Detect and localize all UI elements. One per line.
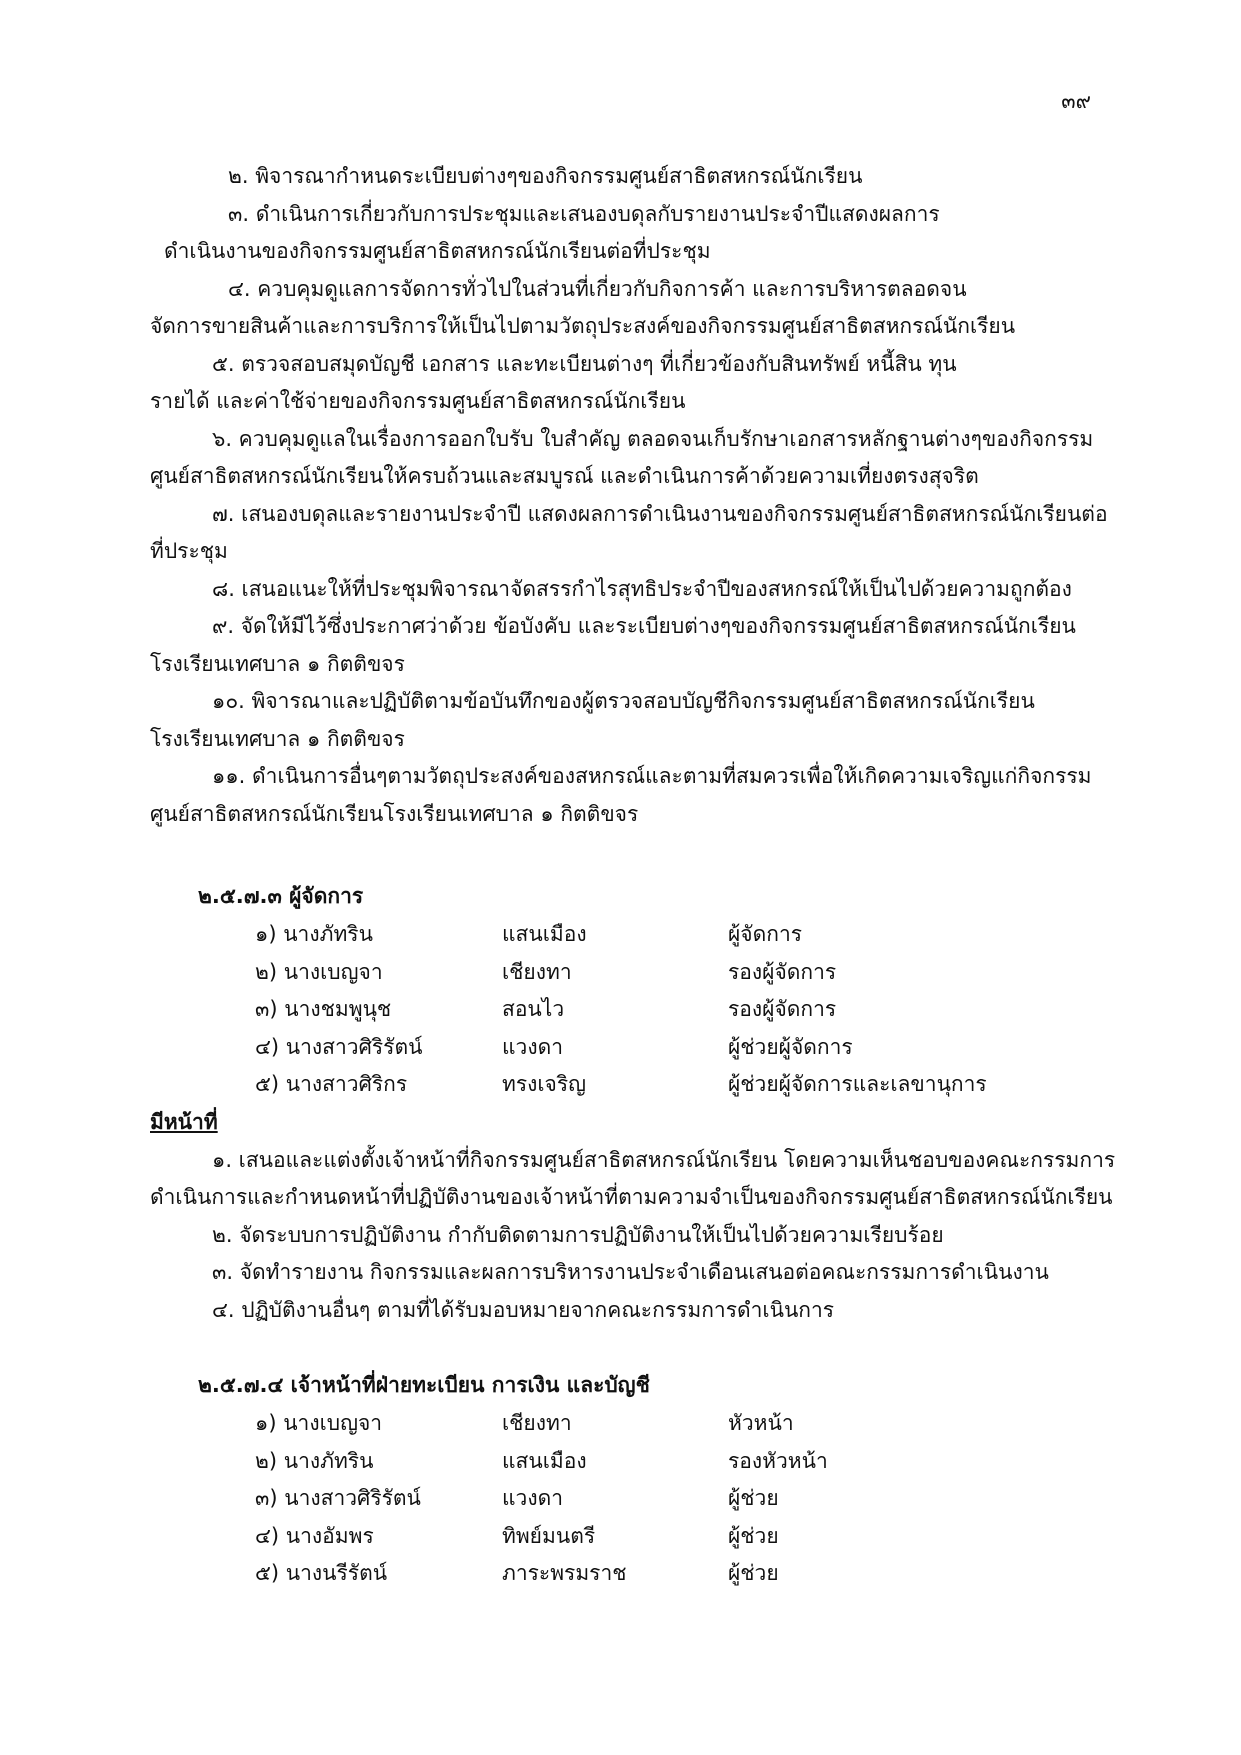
staff-surname: เชียงทา (502, 959, 572, 984)
staff-name: ๓) นางชมพูนุช (255, 997, 392, 1021)
staff-role: หัวหน้า (728, 1411, 794, 1435)
intro-line: ๖. ควบคุมดูแลในเรื่องการออกใบรับ ใบสำคัญ ตลอดจนเก็บรักษาเอกสารหลักฐานต่างๆของกิจกรรม (212, 426, 1094, 451)
duty-line: ๑. เสนอและแต่งตั้งเจ้าหน้าที่กิจกรรมศูนย์สาธิตสหกรณ์นักเรียน โดยความเห็นชอบของคณะกรรมการ (212, 1147, 1116, 1172)
intro-line: จัดการขายสินค้าและการบริการให้เป็นไปตามวัตถุประสงค์ของกิจกรรมศูนย์สาธิตสหกรณ์นักเรียน (150, 314, 1016, 338)
intro-line: ๑๐. พิจารณาและปฏิบัติตามข้อบันทึกของผู้ตรวจสอบบัญชีกิจกรรมศูนย์สาธิตสหกรณ์นักเรียน (212, 689, 1035, 713)
staff-name: ๔) นางสาวศิริรัตน์ (255, 1034, 423, 1059)
section-heading: ๒.๕.๗.๓ ผู้จัดการ (198, 884, 364, 908)
intro-line: โรงเรียนเทศบาล ๑ กิตติขจร (150, 726, 405, 751)
intro-line: ๔. ควบคุมดูแลการจัดการทั่วไปในส่วนที่เกี่ยวกับกิจการค้า และการบริหารตลอดจน (228, 276, 967, 301)
section-registry-heading-block (150, 1367, 1100, 1405)
intro-line: ๓. ดำเนินการเกี่ยวกับการประชุมและเสนองบดุลกับรายงานประจำปีแสดงผลการ (228, 201, 940, 226)
page-number: ๓๙ (1061, 89, 1091, 113)
intro-line: ที่ประชุม (150, 539, 228, 563)
duty-line: ๓. จัดทำรายงาน กิจกรรมและผลการบริหารงานประจำเดือนเสนอต่อคณะกรรมการดำเนินงาน (212, 1260, 1049, 1284)
staff-surname: สอนไว (502, 997, 565, 1021)
staff-name: ๓) นางสาวศิริรัตน์ (255, 1486, 421, 1510)
staff-role: ผู้ช่วย (728, 1486, 779, 1510)
staff-role: รองผู้จัดการ (728, 997, 837, 1021)
staff-name: ๕) นางสาวศิริกร (255, 1072, 408, 1096)
staff-role: ผู้ช่วยผู้จัดการและเลขานุการ (728, 1072, 987, 1096)
intro-line: ๒. พิจารณากำหนดระเบียบต่างๆของกิจกรรมศูนย์สาธิตสหกรณ์นักเรียน (228, 164, 863, 188)
staff-role: ผู้ช่วย (728, 1523, 779, 1548)
intro-line: ศูนย์สาธิตสหกรณ์นักเรียนให้ครบถ้วนและสมบูรณ์ และดำเนินการค้าด้วยความเที่ยงตรงสุจริต (150, 464, 979, 488)
intro-line: ศูนย์สาธิตสหกรณ์นักเรียนโรงเรียนเทศบาล ๑ กิตติขจร (150, 801, 639, 826)
staff-surname: ภาระพรมราช (502, 1561, 627, 1585)
staff-role: รองหัวหน้า (728, 1448, 828, 1473)
staff-surname: แวงดา (502, 1034, 564, 1059)
staff-name: ๒) นางเบญจา (255, 959, 383, 984)
staff-surname: ทิพย์มนตรี (502, 1523, 596, 1548)
intro-line: ดำเนินงานของกิจกรรมศูนย์สาธิตสหกรณ์นักเรียนต่อที่ประชุม (164, 239, 711, 263)
manager-duties-block (150, 1104, 1116, 1329)
duty-line: ๔. ปฏิบัติงานอื่นๆ ตามที่ได้รับมอบหมายจากคณะกรรมการดำเนินการ (212, 1297, 835, 1322)
intro-duties-list (150, 158, 1108, 833)
section-manager-heading-block (150, 878, 1100, 916)
staff-name: ๕) นางนรีรัตน์ (255, 1561, 388, 1585)
duties-label: มีหน้าที่ (150, 1110, 218, 1134)
staff-surname: ทรงเจริญ (502, 1072, 587, 1096)
staff-role: ผู้ช่วย (728, 1561, 779, 1585)
staff-name: ๑) นางเบญจา (255, 1411, 383, 1435)
duty-line: ดำเนินการและกำหนดหน้าที่ปฏิบัติงานของเจ้าหน้าที่ตามความจำเป็นของกิจกรรมศูนย์สาธิตสหกรณ์นักเรียน (150, 1185, 1113, 1209)
staff-role: ผู้ช่วยผู้จัดการ (728, 1034, 853, 1059)
intro-line: ๕. ตรวจสอบสมุดบัญชี เอกสาร และทะเบียนต่างๆ ที่เกี่ยวข้องกับสินทรัพย์ หนี้สิน ทุน (212, 351, 957, 376)
intro-line: ๑๑. ดำเนินการอื่นๆตามวัตถุประสงค์ของสหกรณ์และตามที่สมควรเพื่อให้เกิดความเจริญแก่กิจกรรม (212, 764, 1092, 788)
intro-line: ๗. เสนองบดุลและรายงานประจำปี แสดงผลการดำเนินงานของกิจกรรมศูนย์สาธิตสหกรณ์นักเรียนต่อ (212, 501, 1108, 526)
intro-line: โรงเรียนเทศบาล ๑ กิตติขจร (150, 651, 405, 676)
staff-surname: แสนเมือง (502, 922, 587, 946)
section-heading: ๒.๕.๗.๔ เจ้าหน้าที่ฝ่ายทะเบียน การเงิน และบัญชี (198, 1373, 650, 1397)
intro-line: ๘. เสนอแนะให้ที่ประชุมพิจารณาจัดสรรกำไรสุทธิประจำปีของสหกรณ์ให้เป็นไปด้วยความถูกต้อง (212, 576, 1072, 601)
staff-name: ๑) นางภัทริน (255, 922, 373, 946)
staff-surname: แสนเมือง (502, 1448, 587, 1473)
staff-surname: แวงดา (502, 1486, 564, 1510)
staff-role: ผู้จัดการ (728, 922, 803, 946)
staff-name: ๒) นางภัทริน (255, 1448, 374, 1473)
intro-line: ๙. จัดให้มีไว้ซึ่งประกาศว่าด้วย ข้อบังคับ และระเบียบต่างๆของกิจกรรมศูนย์สาธิตสหกรณ์นักเรียน (212, 614, 1076, 638)
intro-line: รายได้ และค่าใช้จ่ายของกิจกรรมศูนย์สาธิตสหกรณ์นักเรียน (150, 389, 686, 413)
staff-role: รองผู้จัดการ (728, 959, 837, 984)
staff-name: ๔) นางอัมพร (255, 1523, 374, 1548)
staff-surname: เชียงทา (502, 1411, 572, 1435)
duty-line: ๒. จัดระบบการปฏิบัติงาน กำกับติดตามการปฏิบัติงานให้เป็นไปด้วยความเรียบร้อย (212, 1222, 944, 1247)
